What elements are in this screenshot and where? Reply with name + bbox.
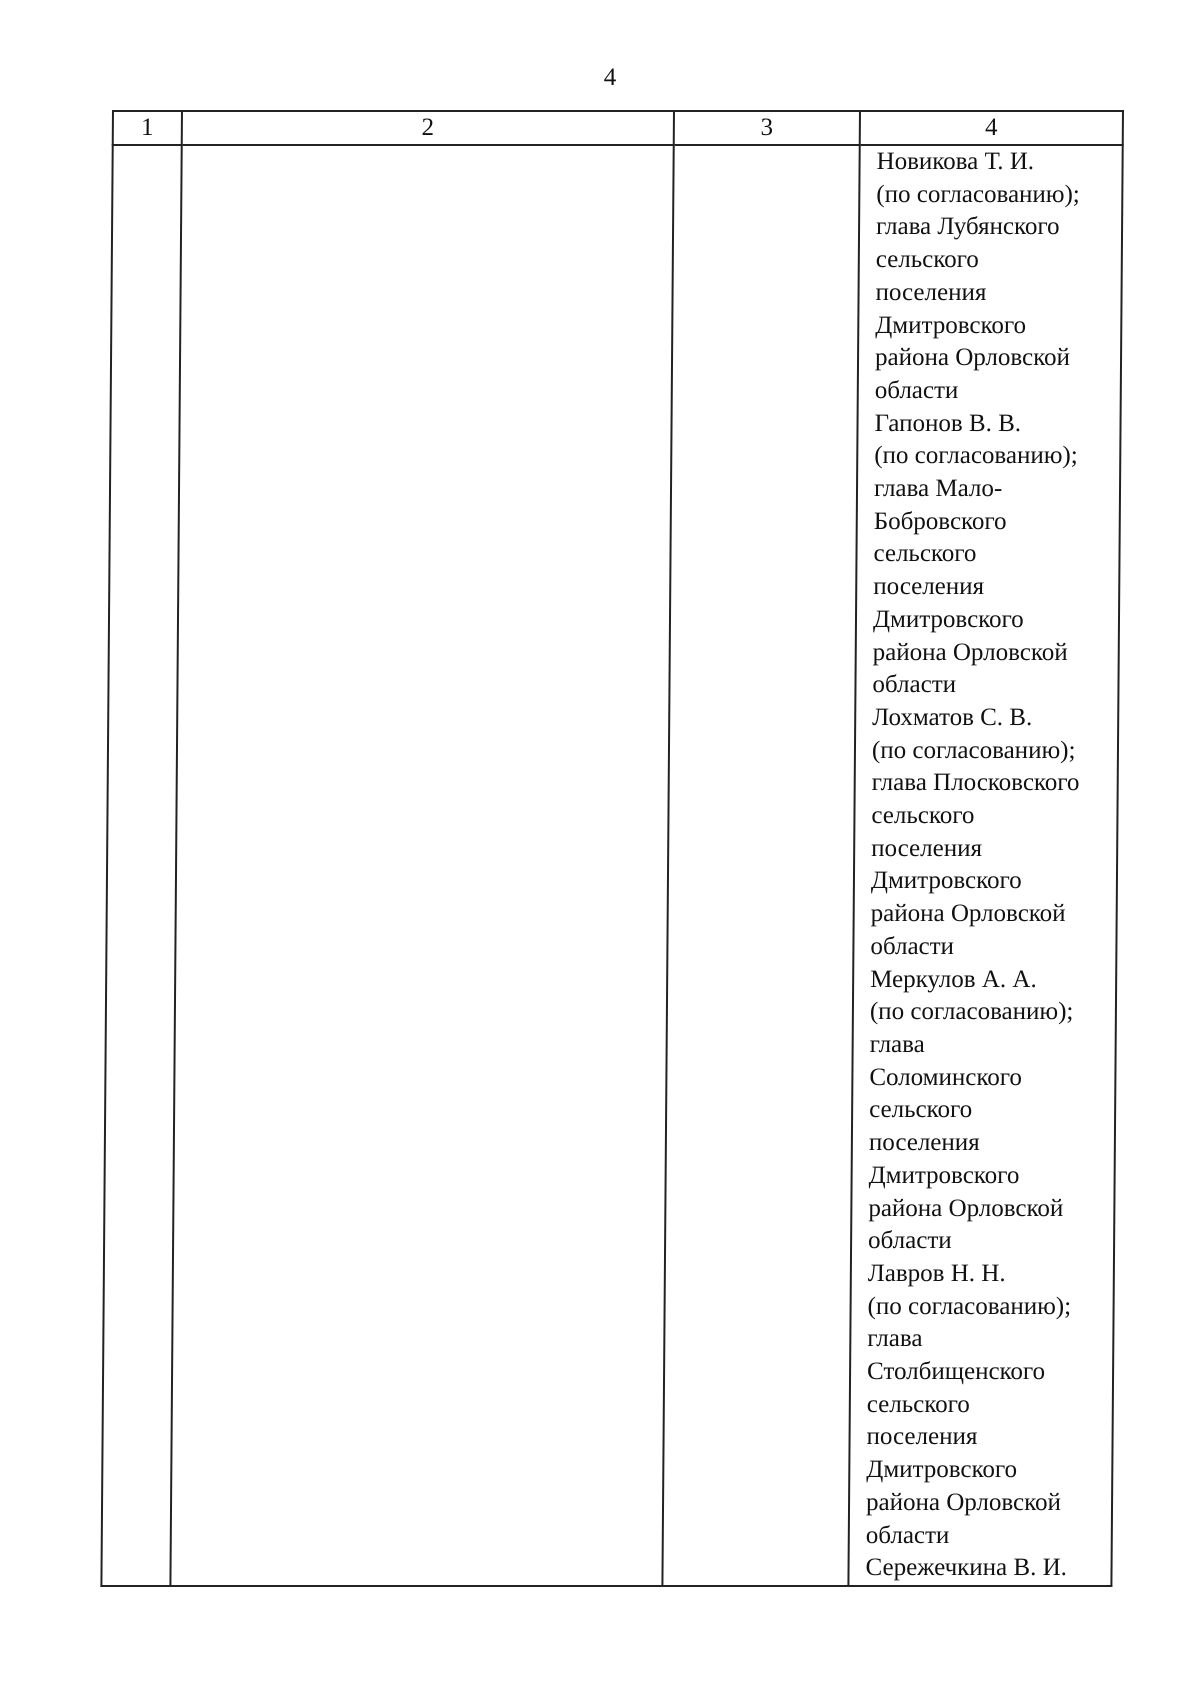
cell-line: сельского	[866, 1390, 970, 1418]
cell-line: Лавров Н. Н.	[867, 1259, 1006, 1287]
cell-line: (по согласованию);	[869, 998, 1074, 1026]
cell-column-4	[848, 145, 1122, 1586]
column-header-1: 1	[113, 111, 182, 145]
cell-line: сельского	[871, 802, 975, 830]
cell-line: поселения	[873, 573, 985, 601]
cell-line: глава Лубянского	[875, 213, 1060, 241]
cell-line: поселения	[875, 278, 987, 306]
document-table	[100, 110, 1124, 1587]
table-row	[101, 145, 1122, 1586]
cell-line: Лохматов С. В.	[872, 703, 1033, 731]
column-header-3: 3	[674, 111, 860, 145]
cell-line: области	[868, 1227, 952, 1255]
cell-line: Новикова Т. И.	[876, 148, 1035, 175]
cell-line: сельского	[869, 1096, 973, 1124]
cell-line: района Орловской	[868, 1194, 1064, 1222]
cell-line: Столбищенского	[866, 1358, 1046, 1386]
cell-column-3	[662, 145, 859, 1586]
cell-line: района Орловской	[865, 1488, 1062, 1516]
cell-line: Дмитровского	[875, 311, 1027, 339]
column-header-4: 4	[860, 111, 1123, 145]
cell-line: Гапонов В. В.	[874, 409, 1022, 437]
cell-line: области	[872, 671, 957, 699]
cell-line: Дмитровского	[872, 605, 1024, 633]
cell-line: (по согласованию);	[867, 1292, 1072, 1320]
cell-line: поселения	[868, 1129, 980, 1157]
cell-line: глава	[869, 1030, 925, 1058]
cell-column-1	[101, 145, 181, 1586]
cell-line: Дмитровского	[866, 1456, 1018, 1484]
table-header-row	[113, 111, 1123, 145]
cell-line: Дмитровского	[870, 867, 1022, 895]
cell-line: поселения	[866, 1423, 978, 1451]
cell-line: района Орловской	[870, 900, 1066, 928]
cell-line: глава Плосковского	[871, 769, 1080, 797]
cell-column-2	[170, 145, 673, 1586]
cell-line: области	[874, 376, 959, 404]
cell-line: Соломинского	[869, 1063, 1023, 1091]
page-number: 4	[603, 64, 617, 91]
cell-line: сельского	[875, 246, 979, 274]
cell-line: глава	[867, 1325, 923, 1353]
cell-line: (по согласованию);	[871, 736, 1076, 764]
cell-line: района Орловской	[874, 344, 1071, 372]
cell-line: (по согласованию);	[874, 442, 1078, 470]
cell-line: (по согласованию);	[876, 180, 1080, 208]
cell-line: Бобровского	[873, 507, 1007, 535]
cell-line: Дмитровского	[868, 1161, 1020, 1189]
cell-line: области	[870, 932, 955, 960]
cell-line: сельского	[873, 540, 977, 568]
cell-line: Сережечкина В. И.	[865, 1554, 1068, 1582]
cell-line: района Орловской	[872, 638, 1068, 666]
column-header-2: 2	[182, 111, 674, 145]
cell-line: поселения	[871, 834, 983, 862]
cell-line: области	[865, 1521, 950, 1549]
cell-line: Меркулов А. А.	[870, 965, 1037, 993]
cell-line: глава Мало-	[873, 475, 1003, 503]
